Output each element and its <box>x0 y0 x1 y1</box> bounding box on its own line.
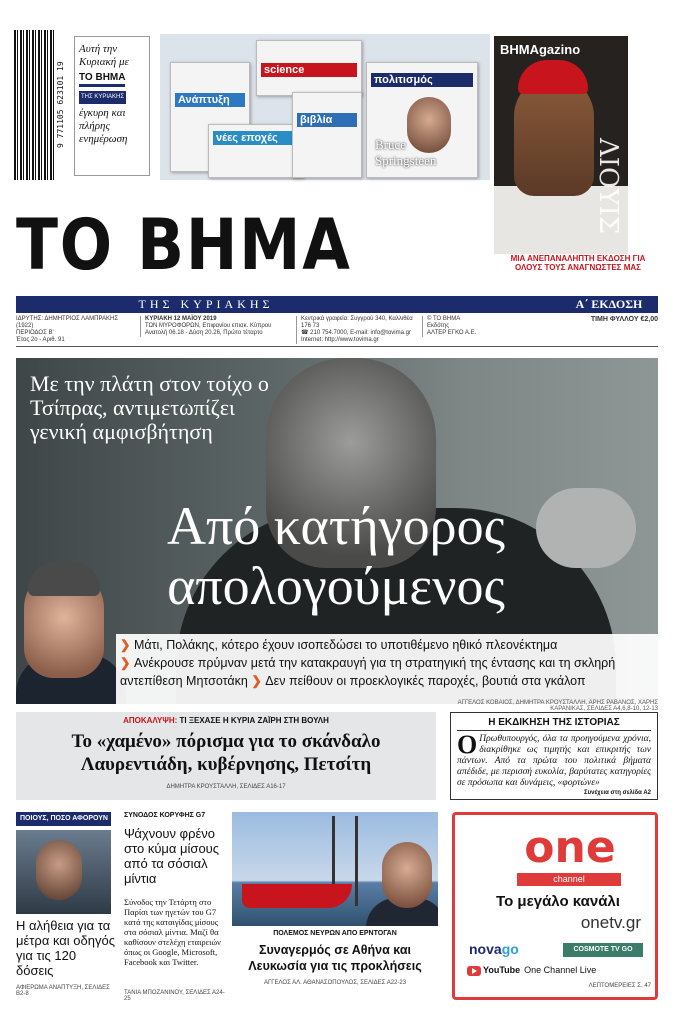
ad-url[interactable]: onetv.gr <box>580 913 641 932</box>
magazine-cap <box>518 60 588 94</box>
period: ΠΕΡΙΟΔΟΣ Β' <box>16 330 54 336</box>
publisher-copyright: © ΤΟ ΒΗΜΑ <box>427 316 461 322</box>
supplement-vivlia <box>292 92 362 178</box>
editorial-body: Ο Πρωθυπουργός, όλα τα προηγούμενα χρόνια, διακρίθηκε ως τιμητής και επικριτής των πάντων. Από τα πρώτα του πολιτικά βήματα απέδιδε, με περισσή ευκολία, βαρύτατες κατηγορίες σε πρόσωπα και δυνάμεις, «φορτώνε» <box>457 730 651 788</box>
col2-kicker: ΣΥΝΟΔΟΣ ΚΟΡΥΦΗΣ G7 <box>124 812 206 819</box>
col1-photo <box>16 830 111 914</box>
ship <box>242 884 352 908</box>
editorial-box[interactable] <box>450 712 658 800</box>
sun-times: Ανατολή 06.18 - Δύση 20.26, Πρώτο τέταρτο <box>145 330 263 336</box>
publisher-name: ΑΛΤΕΡ ΕΓΚΟ Α.Ε. <box>427 330 477 336</box>
magazine-cover <box>494 36 628 254</box>
bullet-arrow-icon: ❯ <box>120 638 134 652</box>
supplement-nees-epoxes <box>208 124 304 178</box>
supplement-science <box>256 40 362 96</box>
channel-label: channel <box>517 873 621 886</box>
saint-day: ΤΩΝ ΜΥΡΟΦΟΡΩΝ, Επιφανίου επισκ. Κύπρου <box>145 323 272 329</box>
price: ΤΙΜΗ ΦΥΛΛΟΥ €2,00 <box>590 316 658 323</box>
story2-headline: Το «χαμένο» πόρισμα για το σκάνδαλο Λαυρεντιάδη, κυβέρνησης, Πετσίτη <box>71 731 381 775</box>
supplement-label: Ανάπτυξη <box>175 93 245 107</box>
supplement-label: science <box>261 63 357 77</box>
bullet-item: ❯ Μάτι, Πολάκης, κότερο έχουν ισοπεδώσει το υποτιθέμενο ηθικό πλεονέκτημα <box>120 638 558 652</box>
col3-face <box>382 842 432 908</box>
edition-label: Α΄ ΕΚΔΟΣΗ <box>560 296 658 313</box>
col2-byline: ΤΑΝΙΑ ΜΠΟΖΑΝΙΝΟΥ, ΣΕΛΙΔΕΣ Α24-25 <box>124 990 225 1002</box>
main-bullets <box>120 636 660 690</box>
col2-body: Σύνοδος την Τετάρτη στο Παρίσι των ηγετών του G7 κατά της καταιγίδας μίσους στα σόσιαλ μίντια. Μαζί θα καθίσουν στελέχη εταιρειών όπως οι Google, Microsoft, Facebook και Twitter. <box>124 897 221 967</box>
ad-details: ΛΕΠΤΟΜΕΡΕΙΕΣ Σ. 47 <box>588 983 651 989</box>
masthead-title: ΤΟ ΒΗΜΑ <box>16 204 352 286</box>
supplement-label: νέες εποχές <box>213 131 299 145</box>
magazine-title: ΒΗΜAgazino <box>500 42 581 57</box>
supplement-politismos <box>366 62 478 178</box>
main-headline-line1: Από κατήγορος <box>167 496 505 556</box>
story2-byline: ΔΗΜΗΤΡΑ ΚΡΟΥΣΤΑΛΛΗ, ΣΕΛΙΔΕΣ Α16-17 <box>166 784 286 790</box>
main-headline-line2: απολογούμενος <box>167 556 505 616</box>
editorial-title: Η ΕΚΔΙΚΗΣΗ ΤΗΣ ΙΣΤΟΡΙΑΣ <box>457 717 651 731</box>
one-logo: one <box>524 822 616 873</box>
supplement-label: βιβλία <box>297 113 357 127</box>
youtube-line: YouTube One Channel Live <box>467 965 651 976</box>
issue-number: Έτος 2ο - Αριθ. 91 <box>16 337 65 343</box>
magazine-face <box>514 76 594 196</box>
promo-box <box>74 36 150 176</box>
youtube-play-icon <box>467 966 481 976</box>
story-porisma[interactable] <box>16 712 436 800</box>
col1-tag: ΠΟΙΟΥΣ, ΠΟΣΟ ΑΦΟΡΟΥΝ <box>16 812 111 826</box>
col1-headline[interactable]: Η αλήθεια για τα μέτρα και οδηγός για τις 120 δόσεις <box>16 918 115 978</box>
promo-brand: ΤΟ ΒΗΜΑ <box>79 71 125 87</box>
col3-photo <box>232 812 438 926</box>
website[interactable]: Internet: http://www.tovima.gr <box>301 337 379 343</box>
promo-brand-sub: ΤΗΣ ΚΥΡΙΑΚΗΣ <box>79 91 126 104</box>
col3-headline[interactable]: Συναγερμός σε Αθήνα και Λευκωσία για τις προκλήσεις <box>248 943 422 973</box>
main-headline[interactable] <box>56 496 616 616</box>
one-channel-ad[interactable] <box>452 812 658 1000</box>
divider <box>16 346 658 347</box>
col3-byline: ΑΓΓΕΛΟΣ ΑΛ. ΑΘΑΝΑΣΟΠΟΥΛΟΣ, ΣΕΛΙΔΕΣ Α22-23 <box>263 980 407 986</box>
promo-line1: Αυτή την Κυριακή με <box>79 43 129 68</box>
promo-line2: έγκυρη και πλήρης ενημέρωση <box>79 107 128 145</box>
bullet-arrow-icon: ❯ <box>120 656 134 670</box>
barcode-number: 9 771105 623101 19 <box>56 61 65 149</box>
col3-kicker: ΠΟΛΕΜΟΣ ΝΕΥΡΩΝ ΑΠΟ ΕΡΝΤΟΓΑΝ <box>273 930 397 937</box>
founder: ΙΔΡΥΤΗΣ: ΔΗΜΗΤΡΙΟΣ ΛΑΜΠΡΑΚΗΣ (1922) <box>16 316 119 329</box>
bullet-arrow-icon: ❯ <box>251 674 266 688</box>
barcode <box>14 30 54 180</box>
main-kicker: Με την πλάτη στον τοίχο ο Τσίπρας, αντιμετωπίζει γενική αμφισβήτηση <box>30 371 269 444</box>
col1-byline: ΑΦΙΕΡΩΜΑ ΑΝΑΠΤΥΞΗ, ΣΕΛΙΔΕΣ Β2-8 <box>16 985 110 997</box>
supplement-caption: Bruce Springsteen <box>375 137 437 168</box>
supplements-collage <box>160 34 490 180</box>
magazine-note: ΜΙΑ ΑΝΕΠΑΝΑΛΗΠΤΗ ΕΚΔΟΣΗ ΓΙΑ ΟΛΟΥΣ ΤΟΥΣ ΑΝΑΓΝΩΣΤΕΣ ΜΑΣ <box>510 254 646 272</box>
story2-kicker: ΑΠΟΚΑΛΥΨΗ: ΤΙ ΞΕΧΑΣΕ Η ΚΥΡΙΑ ΖΑΪΡΗ ΣΤΗ ΒΟΥΛΗ <box>123 716 329 725</box>
address: Κεντρικά γραφεία: Συγγρού 340, Καλλιθέα 176 73 <box>301 316 413 329</box>
cosmote-tv-logo: COSMOTE TV GO <box>563 943 643 957</box>
phone: ☎ 210 754.7000, E-mail: info@tovima.gr <box>301 330 411 336</box>
masthead-subtitle: ΤΗΣ ΚΥΡΙΑΚΗΣ <box>138 297 274 311</box>
bullet-item: ❯ Ανέκρουσε πρύμναν μετά την κατακραυγή για τη στρατηγική της έντασης και τη σκληρή αντεπίθεση Μητσοτάκη ❯ Δεν πείθουν οι προεκλογικές παροχές, βουτιά στα γκάλοπ <box>120 656 616 688</box>
novago-logo: novago <box>469 941 519 957</box>
magazine-vertical-title: ΛΙΟΥΙΣ <box>593 137 623 235</box>
info-strip <box>16 316 658 344</box>
col2-headline[interactable]: Ψάχνουν φρένο στο κύμα μίσους από τα σόσιαλ μίντια <box>124 826 220 886</box>
supplement-label: πολιτισμός <box>371 73 473 87</box>
publisher-label: Εκδότης <box>427 323 450 329</box>
ad-slogan: Το μεγάλο κανάλι <box>496 893 620 910</box>
col1-face <box>36 840 82 900</box>
issue-date: ΚΥΡΙΑΚΗ 12 ΜΑΪΟΥ 2019 <box>145 316 217 322</box>
editorial-continue: Συνέχεια στη σελίδα Α2 <box>584 790 651 796</box>
main-byline: ΑΓΓΕΛΟΣ ΚΟΒΑΙΟΣ, ΔΗΜΗΤΡΑ ΚΡΟΥΣΤΑΛΛΗ, ΑΡΗΣ ΡΑΒΑΝΟΣ, ΧΑΡΗΣ ΚΑΡΑΝΙΚΑΣ, ΣΕΛΙΔΕΣ Α4,6,8-10, 12-13 <box>457 700 658 712</box>
drop-cap: Ο <box>457 730 478 759</box>
